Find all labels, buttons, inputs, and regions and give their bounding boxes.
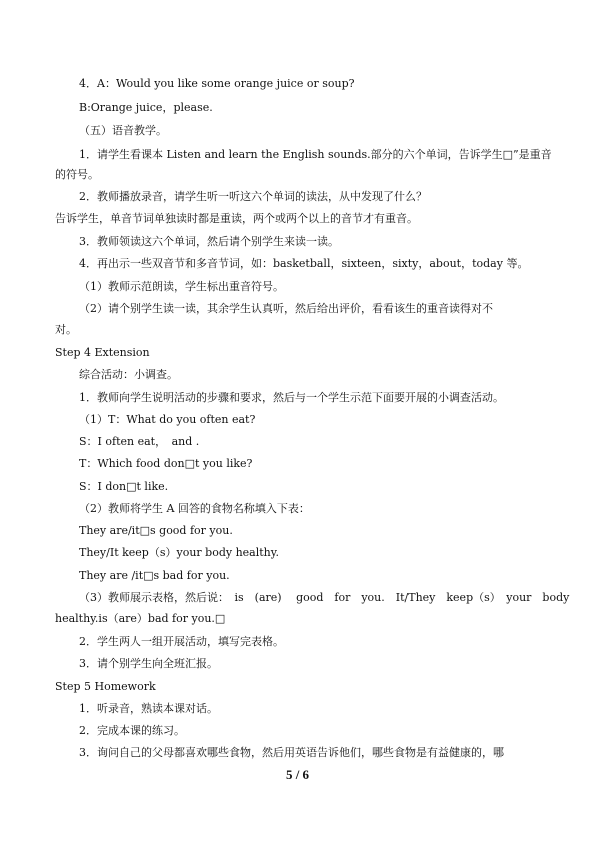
- text-line: 4．再出示一些双音节和多音节词，如：basketball，sixteen，sixty，about，today 等。: [79, 257, 529, 270]
- text-line: 告诉学生，单音节词单独读时都是重读，两个或两个以上的音节才有重音。: [55, 212, 418, 225]
- text-line: S：I don□t like.: [79, 480, 169, 493]
- text-line: 1．教师向学生说明活动的步骤和要求，然后与一个学生示范下面要开展的小调查活动。: [79, 391, 504, 404]
- text-line: 2．完成本课的练习。: [79, 724, 185, 737]
- text-line: 对。: [55, 323, 77, 336]
- step-heading: Step 5 Homework: [55, 680, 156, 693]
- text-line: B:Orange juice，please.: [79, 101, 213, 114]
- text-line: 1．请学生看课本 Listen and learn the English sounds.部分的六个单词，告诉学生□”是重音: [79, 148, 552, 161]
- text-line: （1）教师示范朗读，学生标出重音符号。: [79, 280, 284, 293]
- text-line: 2．学生两人一组开展活动，填写完表格。: [79, 635, 284, 648]
- text-line: （3）教师展示表格，然后说： is (are) good for you. It/They keep（s） your body: [79, 591, 570, 604]
- text-line: T：Which food don□t you like?: [79, 457, 253, 470]
- text-line: S：I often eat， and .: [79, 435, 200, 448]
- text-line: 4．A：Would you like some orange juice or soup?: [79, 77, 355, 90]
- text-line: 综合活动：小调查。: [79, 368, 178, 381]
- text-line: （2）教师将学生 A 回答的食物名称填入下表：: [79, 502, 310, 515]
- step-heading: Step 4 Extension: [55, 346, 150, 359]
- text-line: 3．询问自己的父母都喜欢哪些食物，然后用英语告诉他们，哪些食物是有益健康的，哪: [79, 746, 504, 759]
- text-line: 3．教师领读这六个单词，然后请个别学生来读一读。: [79, 235, 339, 248]
- text-line: They are /it□s bad for you.: [79, 569, 230, 582]
- text-line: 2．教师播放录音，请学生听一听这六个单词的读法，从中发现了什么？: [79, 190, 427, 203]
- text-line: 1．听录音，熟读本课对话。: [79, 702, 218, 715]
- section-heading: （五）语音教学。: [79, 124, 167, 137]
- page-number: 5 / 6: [285, 767, 310, 782]
- text-line: healthy.is（are）bad for you.□: [55, 612, 226, 625]
- text-line: 3．请个别学生向全班汇报。: [79, 657, 218, 670]
- text-line: They/It keep（s）your body healthy.: [79, 546, 280, 559]
- text-line: 的符号。: [55, 168, 99, 181]
- text-line: （1）T：What do you often eat?: [79, 413, 256, 426]
- text-line: （2）请个别学生读一读，其余学生认真听，然后给出评价，看看该生的重音读得对不: [79, 302, 493, 315]
- text-line: They are/it□s good for you.: [79, 524, 233, 537]
